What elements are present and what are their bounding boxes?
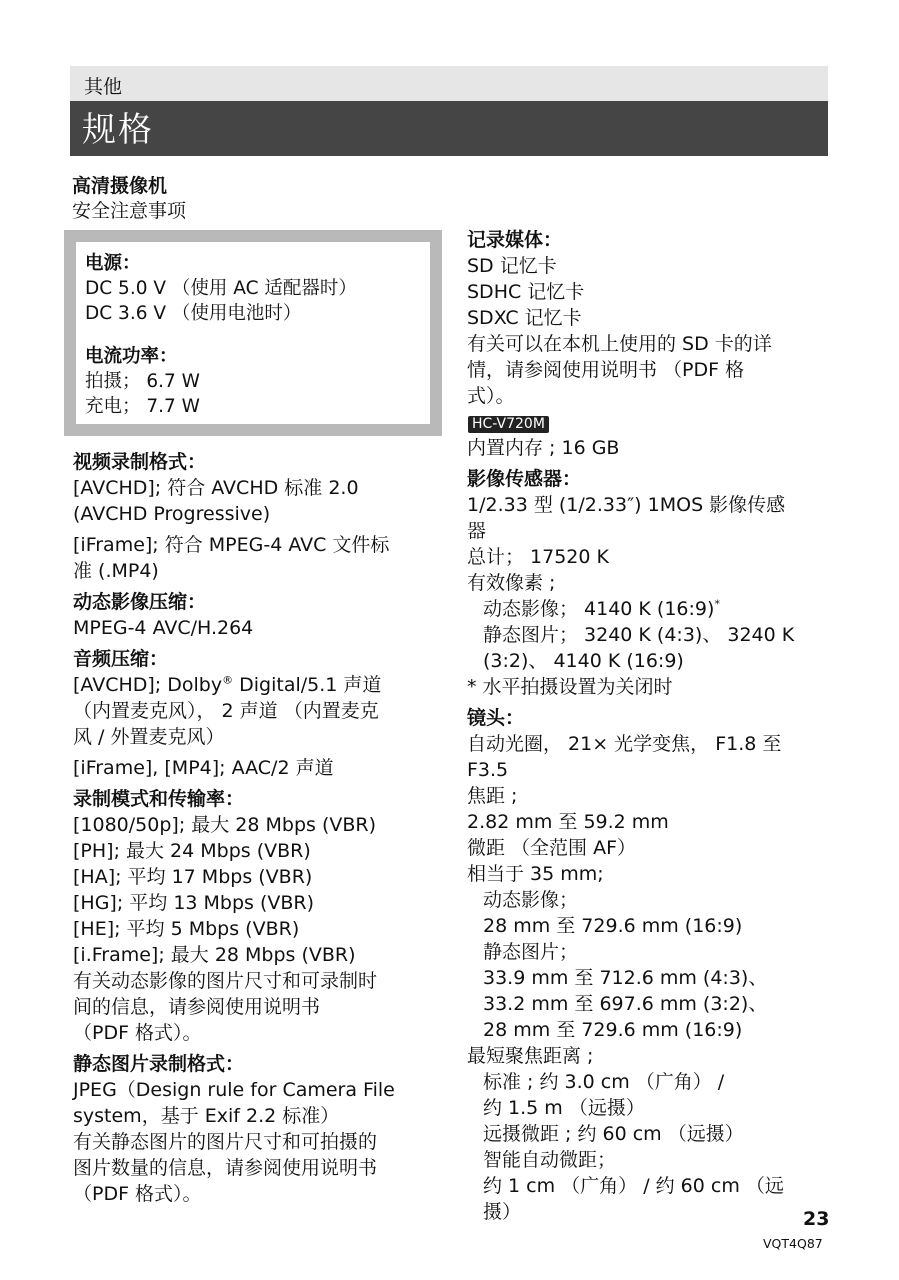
spec-line: F3.5 <box>467 759 509 781</box>
spec-line: 标准 ; 约 3.0 cm （广角） / <box>483 1071 725 1093</box>
power-source-heading: 电源： <box>85 253 141 274</box>
power-consumption-heading: 电流功率： <box>85 346 178 367</box>
spec-line: 33.9 mm 至 712.6 mm (4:3)、 <box>483 967 768 989</box>
spec-line: 33.2 mm 至 697.6 mm (3:2)、 <box>483 993 768 1015</box>
power-source-line: DC 5.0 V （使用 AC 适配器时） <box>85 278 357 299</box>
recording-mode-line: [HE]; 平均 5 Mbps (VBR) <box>73 918 300 940</box>
spec-line: 2.82 mm 至 59.2 mm <box>467 811 669 833</box>
spec-line: JPEG（Design rule for Camera File <box>73 1079 395 1101</box>
audio-avchd-line <box>73 672 438 698</box>
spec-line: system，基于 Exif 2.2 标准） <box>73 1105 340 1127</box>
spec-line: （内置麦克风）， 2 声道 （内置麦克 <box>73 700 379 722</box>
spec-line: [AVCHD]; 符合 AVCHD 标准 2.0 <box>73 477 359 499</box>
still-format-heading: 静态图片录制格式： <box>73 1053 245 1075</box>
video-compression-value: MPEG-4 AVC/H.264 <box>73 617 254 639</box>
spec-line: 有效像素 ; <box>467 572 556 594</box>
note-line: （PDF 格式）。 <box>73 1183 202 1205</box>
lens-heading: 镜头： <box>467 707 525 729</box>
recording-media-heading: 记录媒体： <box>467 229 563 251</box>
left-column <box>73 449 438 1207</box>
spec-line: [iFrame]; 符合 MPEG-4 AVC 文件标 <box>73 534 390 556</box>
note-line: 间的信息，请参阅使用说明书 <box>73 996 321 1018</box>
media-line: SDXC 记忆卡 <box>467 307 582 329</box>
internal-memory: 内置内存 ; 16 GB <box>467 437 620 459</box>
spec-line: 相当于 35 mm; <box>467 863 604 885</box>
page-number: 23 <box>803 1208 830 1230</box>
spec-text: 动态影像； 4140 K (16:9) <box>483 598 715 620</box>
spec-line: 静态图片； 3240 K (4:3)、 3240 K <box>483 624 795 646</box>
spec-line: 准 (.MP4) <box>73 560 159 582</box>
spec-line: 自动光圈， 21× 光学变焦， F1.8 至 <box>467 733 782 755</box>
spec-text: Digital/5.1 声道 <box>233 674 382 696</box>
spec-line: 智能自动微距； <box>483 1149 617 1171</box>
spec-line: 焦距 ; <box>467 785 518 807</box>
note-line: 有关可以在本机上使用的 SD 卡的详 <box>467 333 772 355</box>
spec-line: 约 1.5 m （远摄） <box>483 1097 645 1119</box>
note-line: 情，请参阅使用说明书 （PDF 格 <box>467 359 745 381</box>
product-block <box>72 174 186 224</box>
recording-mode-line: [i.Frame]; 最大 28 Mbps (VBR) <box>73 944 356 966</box>
recording-mode-line: [HG]; 平均 13 Mbps (VBR) <box>73 892 315 914</box>
audio-compression-heading: 音频压缩： <box>73 648 169 670</box>
section-label: 其他 <box>70 66 828 101</box>
document-code: VQT4Q87 <box>763 1236 823 1251</box>
power-source-line: DC 3.6 V （使用电池时） <box>85 303 302 324</box>
video-format-avchd <box>73 475 438 527</box>
product-subtitle: 安全注意事项 <box>72 200 187 222</box>
spec-line: (AVCHD Progressive) <box>73 503 271 525</box>
power-spec-inner <box>76 242 430 424</box>
spec-line: 总计； 17520 K <box>467 546 609 568</box>
model-tag: HC-V720M <box>468 416 549 433</box>
video-format-heading: 视频录制格式： <box>73 451 207 473</box>
spec-text: [AVCHD]; Dolby <box>73 674 223 696</box>
audio-iframe-line: [iFrame], [MP4]; AAC/2 声道 <box>73 757 334 779</box>
sensor-footnote: * 水平拍摄设置为关闭时 <box>467 676 673 698</box>
product-name: 高清摄像机 <box>72 175 168 197</box>
registered-mark: ® <box>222 673 234 687</box>
recording-mode-heading: 录制模式和传输率： <box>73 788 245 810</box>
spec-line: 28 mm 至 729.6 mm (16:9) <box>483 1019 743 1041</box>
spec-line: (3:2)、 4140 K (16:9) <box>483 650 684 672</box>
spec-line: 28 mm 至 729.6 mm (16:9) <box>483 915 743 937</box>
right-column <box>467 227 832 1225</box>
focus-heading: 最短聚焦距离 ; <box>467 1045 594 1067</box>
spec-line: 远摄微距 ; 约 60 cm （远摄） <box>483 1123 744 1145</box>
power-consumption-line: 充电； 7.7 W <box>85 396 200 417</box>
note-line: 有关动态影像的图片尺寸和可录制时 <box>73 970 378 992</box>
spec-line: 1/2.33 型 (1/2.33″) 1MOS 影像传感 <box>467 494 786 516</box>
note-line: 有关静态图片的图片尺寸和可拍摄的 <box>73 1131 378 1153</box>
spec-line: 摄） <box>483 1201 522 1223</box>
media-line: SDHC 记忆卡 <box>467 281 585 303</box>
note-line: 式）。 <box>467 385 515 407</box>
recording-mode-line: [1080/50p]; 最大 28 Mbps (VBR) <box>73 814 377 836</box>
image-sensor-heading: 影像传感器： <box>467 468 582 490</box>
video-format-iframe <box>73 532 438 584</box>
power-spec-box <box>64 230 442 436</box>
note-line: （PDF 格式）。 <box>73 1022 202 1044</box>
spec-line: 动态影像； <box>483 889 579 911</box>
spec-line: 约 1 cm （广角） / 约 60 cm （远 <box>483 1175 784 1197</box>
media-line: SD 记忆卡 <box>467 255 557 277</box>
video-compression-heading: 动态影像压缩： <box>73 591 207 613</box>
recording-mode-line: [HA]; 平均 17 Mbps (VBR) <box>73 866 313 888</box>
recording-mode-line: [PH]; 最大 24 Mbps (VBR) <box>73 840 311 862</box>
note-line: 图片数量的信息，请参阅使用说明书 <box>73 1157 378 1179</box>
spec-line: 器 <box>467 520 487 542</box>
page-title: 规格 <box>70 101 828 156</box>
footnote-mark: * <box>714 597 720 611</box>
power-consumption-line: 拍摄； 6.7 W <box>85 371 200 392</box>
spec-line: 微距 （全范围 AF） <box>467 837 637 859</box>
spec-line: 静态图片； <box>483 941 579 963</box>
spec-line: 风 / 外置麦克风） <box>73 726 225 748</box>
sensor-motion-line <box>467 596 832 622</box>
